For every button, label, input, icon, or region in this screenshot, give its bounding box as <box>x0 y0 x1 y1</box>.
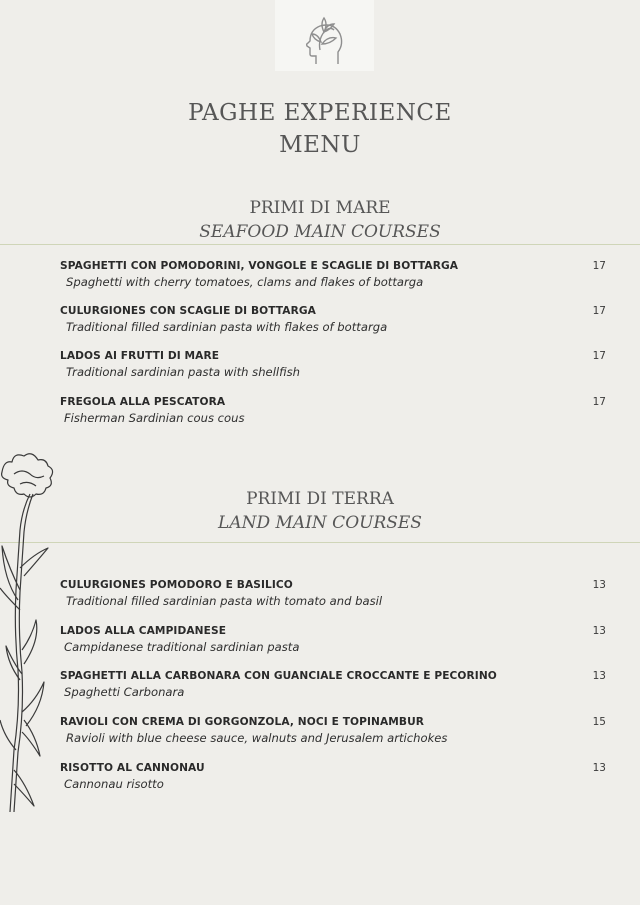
menu-item-price: 13 <box>592 579 606 591</box>
section-title: PRIMI DI TERRA <box>246 489 394 509</box>
menu-item-description: Spaghetti with cherry tomatoes, clams and flakes of bottarga <box>66 275 424 289</box>
logo <box>275 0 374 71</box>
menu-item <box>60 259 608 291</box>
menu-item-price: 13 <box>592 670 606 682</box>
menu-item <box>60 761 608 793</box>
menu-item <box>60 304 608 336</box>
menu-item-price: 13 <box>592 762 606 774</box>
menu-item-price: 17 <box>592 350 606 362</box>
menu-item <box>60 669 608 701</box>
menu-item-name: CULURGIONES CON SCAGLIE DI BOTTARGA <box>60 305 316 317</box>
menu-title-line2: MENU <box>279 132 361 158</box>
menu-item-description: Fisherman Sardinian cous cous <box>64 411 245 425</box>
menu-item-price: 17 <box>592 260 606 272</box>
section-header-land <box>0 487 640 535</box>
menu-item <box>60 578 608 610</box>
menu-item-name: CULURGIONES POMODORO E BASILICO <box>60 579 293 591</box>
menu-title <box>0 97 640 161</box>
menu-item-name: LADOS ALLA CAMPIDANESE <box>60 625 227 637</box>
menu-item-description: Ravioli with blue cheese sauce, walnuts and Jerusalem artichokes <box>66 731 448 745</box>
menu-item-price: 17 <box>592 396 606 408</box>
section-header-seafood <box>0 196 640 244</box>
menu-item-name: RAVIOLI CON CREMA DI GORGONZOLA, NOCI E TOPINAMBUR <box>60 716 425 728</box>
section-divider <box>0 542 640 543</box>
menu-item-description: Traditional sardinian pasta with shellfish <box>66 365 301 379</box>
menu-item-description: Cannonau risotto <box>64 777 164 791</box>
menu-item <box>60 395 608 427</box>
menu-item <box>60 349 608 381</box>
menu-item-name: RISOTTO AL CANNONAU <box>60 762 205 774</box>
carnation-flower-icon <box>0 450 70 820</box>
menu-item-name: LADOS AI FRUTTI DI MARE <box>60 350 220 362</box>
menu-item-description: Spaghetti Carbonara <box>64 685 185 699</box>
menu-item-description: Traditional filled sardinian pasta with flakes of bottarga <box>66 320 388 334</box>
leaf-head-logo-icon <box>290 10 360 66</box>
section-subtitle: LAND MAIN COURSES <box>218 513 422 533</box>
menu-item-description: Traditional filled sardinian pasta with tomato and basil <box>66 594 383 608</box>
section-subtitle: SEAFOOD MAIN COURSES <box>199 222 441 242</box>
menu-item-price: 17 <box>592 305 606 317</box>
menu-item-name: SPAGHETTI CON POMODORINI, VONGOLE E SCAGLIE DI BOTTARGA <box>60 260 459 272</box>
menu-item-description: Campidanese traditional sardinian pasta <box>64 640 300 654</box>
menu-item <box>60 715 608 747</box>
section-title: PRIMI DI MARE <box>249 198 391 218</box>
menu-title-line1: PAGHE EXPERIENCE <box>188 100 452 126</box>
section-divider <box>0 244 640 245</box>
menu-item-price: 15 <box>592 716 606 728</box>
menu-item <box>60 624 608 656</box>
menu-item-name: SPAGHETTI ALLA CARBONARA CON GUANCIALE CROCCANTE E PECORINO <box>60 670 497 682</box>
menu-item-name: FREGOLA ALLA PESCATORA <box>60 396 226 408</box>
menu-item-price: 13 <box>592 625 606 637</box>
